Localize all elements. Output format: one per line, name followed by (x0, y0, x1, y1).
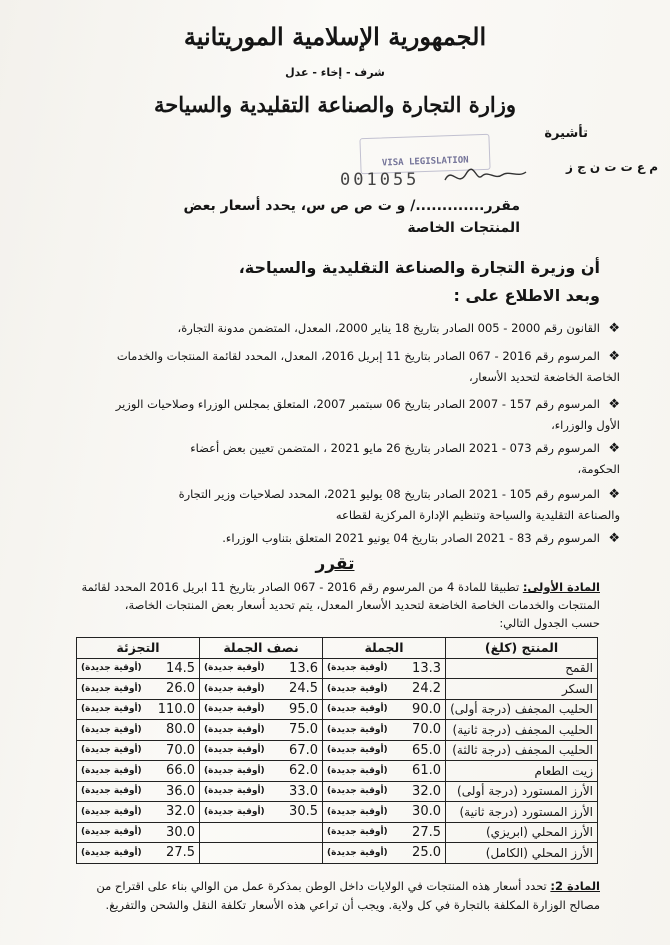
table-row (77, 679, 598, 700)
semi-price-cell (200, 679, 323, 700)
article-2 (10, 877, 600, 915)
table-row (77, 761, 598, 782)
reference-label: م ع ت ت ن ج ز (566, 160, 658, 174)
currency-label: (أوقية جديدة) (204, 704, 265, 715)
diamond-bullet-icon: ❖ (608, 441, 620, 456)
law-text-continued: والصناعة التقليدية والسياحة وتنظيم الإدارة المركزية لقطاعه (335, 508, 620, 522)
wholesale-price-cell (323, 802, 446, 823)
currency-label: (أوقية جديدة) (204, 663, 265, 674)
law-text: القانون رقم 2000 - 005 الصادر بتاريخ 18 يناير 2000، المعدل، المتضمن مدونة التجارة، (177, 321, 600, 335)
article-1-text-3: حسب الجدول التالي: (499, 616, 600, 630)
wholesale-price-cell (323, 679, 446, 700)
currency-label: (أوقية جديدة) (204, 806, 265, 817)
diamond-bullet-icon: ❖ (608, 531, 620, 546)
semi-price-value: 67.0 (289, 742, 318, 758)
law-text-continued: الأول والوزراء، (551, 418, 620, 432)
republic-title: الجمهورية الإسلامية الموريتانية (183, 22, 487, 51)
wholesale-price-value: 24.2 (412, 681, 441, 697)
table-row (77, 699, 598, 720)
currency-label: (أوقية جديدة) (204, 683, 265, 694)
semi-price-value: 62.0 (289, 763, 318, 779)
header-semi-wholesale: نصف الجملة (200, 638, 323, 659)
currency-label: (أوقية جديدة) (81, 806, 142, 817)
diamond-bullet-icon: ❖ (608, 487, 620, 502)
retail-price-cell (77, 720, 200, 741)
semi-price-cell (200, 740, 323, 761)
header-product: المنتج (كلغ) (446, 638, 598, 659)
retail-price-cell (77, 679, 200, 700)
currency-label: (أوقية جديدة) (327, 724, 388, 735)
wholesale-price-value: 32.0 (412, 783, 441, 799)
law-item (60, 394, 620, 436)
wholesale-price-value: 61.0 (412, 763, 441, 779)
wholesale-price-cell (323, 720, 446, 741)
currency-label: (أوقية جديدة) (327, 765, 388, 776)
product-cell: الأرز المحلي (الكامل) (446, 843, 598, 864)
wholesale-price-cell (323, 699, 446, 720)
retail-price-value: 70.0 (166, 742, 195, 758)
national-motto: شرف - إخاء - عدل (285, 66, 385, 79)
retail-price-cell (77, 781, 200, 802)
law-item (60, 484, 620, 526)
table-row (77, 740, 598, 761)
currency-label: (أوقية جديدة) (81, 683, 142, 694)
law-text: المرسوم رقم 105 - 2021 الصادر بتاريخ 08 يوليو 2021، المحدد لصلاحيات وزير التجارة (178, 487, 600, 501)
wholesale-price-cell (323, 822, 446, 843)
wholesale-price-value: 65.0 (412, 742, 441, 758)
law-item (60, 528, 620, 549)
diamond-bullet-icon: ❖ (608, 349, 620, 364)
article-1 (10, 578, 600, 632)
semi-price-value: 24.5 (289, 681, 318, 697)
retail-price-cell (77, 740, 200, 761)
law-text-continued: الحكومة، (577, 462, 620, 476)
semi-price-value: 95.0 (289, 701, 318, 717)
semi-price-cell (200, 658, 323, 679)
semi-price-cell (200, 761, 323, 782)
currency-label: (أوقية جديدة) (81, 745, 142, 756)
retail-price-value: 32.0 (166, 804, 195, 820)
semi-price-cell (200, 720, 323, 741)
wholesale-price-value: 25.0 (412, 845, 441, 861)
decree-title-line1: مقرر............./ و ت ص ص س، يحدد أسعار بعض (183, 198, 520, 214)
currency-label: (أوقية جديدة) (81, 827, 142, 838)
semi-price-value: 33.0 (289, 783, 318, 799)
product-cell: السكر (446, 679, 598, 700)
retail-price-cell (77, 822, 200, 843)
wholesale-price-value: 70.0 (412, 722, 441, 738)
product-cell: الحليب المجفف (درجة ثالثة) (446, 740, 598, 761)
currency-label: (أوقية جديدة) (81, 765, 142, 776)
currency-label: (أوقية جديدة) (327, 827, 388, 838)
preamble-having-seen: وبعد الاطلاع على : (453, 286, 600, 305)
currency-label: (أوقية جديدة) (204, 745, 265, 756)
currency-label: (أوقية جديدة) (204, 765, 265, 776)
semi-price-cell (200, 699, 323, 720)
product-cell: القمح (446, 658, 598, 679)
article-1-text: تطبيقا للمادة 4 من المرسوم رقم 2016 - 067 الصادر بتاريخ 11 ابريل 2016 المحدد لقائمة (81, 580, 523, 594)
price-table (76, 637, 598, 864)
visa-label: تأشيرة (544, 126, 588, 141)
semi-price-value: 75.0 (289, 722, 318, 738)
currency-label: (أوقية جديدة) (327, 704, 388, 715)
wholesale-price-cell (323, 761, 446, 782)
currency-label: (أوقية جديدة) (204, 724, 265, 735)
decides-heading: تقرر (315, 554, 355, 574)
retail-price-value: 110.0 (157, 701, 195, 717)
retail-price-value: 26.0 (166, 681, 195, 697)
retail-price-cell (77, 699, 200, 720)
currency-label: (أوقية جديدة) (327, 847, 388, 858)
table-row (77, 802, 598, 823)
product-cell: الحليب المجفف (درجة ثانية) (446, 720, 598, 741)
signature-scribble (440, 160, 530, 190)
product-cell: زيت الطعام (446, 761, 598, 782)
currency-label: (أوقية جديدة) (327, 806, 388, 817)
wholesale-price-cell (323, 781, 446, 802)
currency-label: (أوقية جديدة) (81, 847, 142, 858)
currency-label: (أوقية جديدة) (327, 786, 388, 797)
semi-price-cell (200, 802, 323, 823)
law-item (60, 346, 620, 388)
semi-price-cell (200, 822, 323, 843)
product-cell: الحليب المجفف (درجة أولى) (446, 699, 598, 720)
wholesale-price-cell (323, 740, 446, 761)
preamble-minister: أن وزيرة التجارة والصناعة التقليدية والسياحة، (238, 258, 600, 277)
wholesale-price-cell (323, 658, 446, 679)
currency-label: (أوقية جديدة) (327, 745, 388, 756)
law-item (60, 318, 620, 339)
retail-price-value: 30.0 (166, 824, 195, 840)
table-row (77, 658, 598, 679)
retail-price-value: 27.5 (166, 845, 195, 861)
law-text-continued: الخاصة الخاضعة لتحديد الأسعار، (468, 370, 620, 384)
ministry-title: وزارة التجارة والصناعة التقليدية والسياحة (154, 92, 516, 117)
decree-title-line2: المنتجات الخاصة (407, 220, 520, 236)
diamond-bullet-icon: ❖ (608, 321, 620, 336)
product-cell: الأرز المستورد (درجة ثانية) (446, 802, 598, 823)
law-text: المرسوم رقم 83 - 2021 الصادر بتاريخ 04 يونيو 2021 المتعلق بتناوب الوزراء. (222, 531, 600, 545)
article-2-label: المادة 2: (550, 879, 600, 893)
currency-label: (أوقية جديدة) (81, 663, 142, 674)
wholesale-price-cell (323, 843, 446, 864)
table-row (77, 720, 598, 741)
article-2-text: تحدد أسعار هذه المنتجات في الولايات داخل الوطن بمذكرة عمل من الوالي بناء على اقتراح من (96, 879, 551, 893)
currency-label: (أوقية جديدة) (327, 663, 388, 674)
table-row (77, 781, 598, 802)
table-row (77, 843, 598, 864)
retail-price-value: 66.0 (166, 763, 195, 779)
header-retail: التجزئة (77, 638, 200, 659)
law-text: المرسوم رقم 157 - 2007 الصادر بتاريخ 06 سبتمبر 2007، المتعلق بمجلس الوزراء وصلاحيات الوزير (115, 397, 600, 411)
wholesale-price-value: 13.3 (412, 660, 441, 676)
table-row (77, 822, 598, 843)
product-cell: الأرز المستورد (درجة أولى) (446, 781, 598, 802)
wholesale-price-value: 30.0 (412, 804, 441, 820)
retail-price-value: 80.0 (166, 722, 195, 738)
law-text: المرسوم رقم 2016 - 067 الصادر بتاريخ 11 إبريل 2016، المعدل، المحدد لقائمة المنتجات والخدمات (116, 349, 600, 363)
currency-label: (أوقية جديدة) (204, 786, 265, 797)
currency-label: (أوقية جديدة) (327, 683, 388, 694)
semi-price-cell (200, 781, 323, 802)
retail-price-cell (77, 802, 200, 823)
semi-price-value: 13.6 (289, 660, 318, 676)
retail-price-cell (77, 843, 200, 864)
article-1-label: المادة الأولى: (522, 580, 600, 594)
retail-price-value: 36.0 (166, 783, 195, 799)
law-item (60, 438, 620, 480)
semi-price-cell (200, 843, 323, 864)
currency-label: (أوقية جديدة) (81, 704, 142, 715)
semi-price-value: 30.5 (289, 804, 318, 820)
visa-stamp-text: VISA LEGISLATION (381, 155, 469, 169)
reference-number: 001055 (340, 170, 420, 190)
retail-price-cell (77, 761, 200, 782)
retail-price-value: 14.5 (166, 660, 195, 676)
price-table-body (77, 658, 598, 863)
diamond-bullet-icon: ❖ (608, 397, 620, 412)
table-header-row (77, 638, 598, 659)
wholesale-price-value: 27.5 (412, 824, 441, 840)
currency-label: (أوقية جديدة) (81, 724, 142, 735)
wholesale-price-value: 90.0 (412, 701, 441, 717)
header-wholesale: الجملة (323, 638, 446, 659)
retail-price-cell (77, 658, 200, 679)
currency-label: (أوقية جديدة) (81, 786, 142, 797)
law-text: المرسوم رقم 073 - 2021 الصادر بتاريخ 26 مايو 2021 ، المتضمن تعيين بعض أعضاء (190, 441, 600, 455)
article-1-text-2: المنتجات والخدمات الخاصة الخاضعة لتحديد الأسعار المعدل، يتم تحديد أسعار بعض المنتجات الخاصة، (124, 598, 600, 612)
article-2-text-2: مصالح الوزارة المكلفة بالتجارة في كل ولاية. ويجب أن تراعي هذه الأسعار تكلفة النقل والشحن والتفريغ. (105, 898, 600, 912)
product-cell: الأرز المحلي (ابريزي) (446, 822, 598, 843)
